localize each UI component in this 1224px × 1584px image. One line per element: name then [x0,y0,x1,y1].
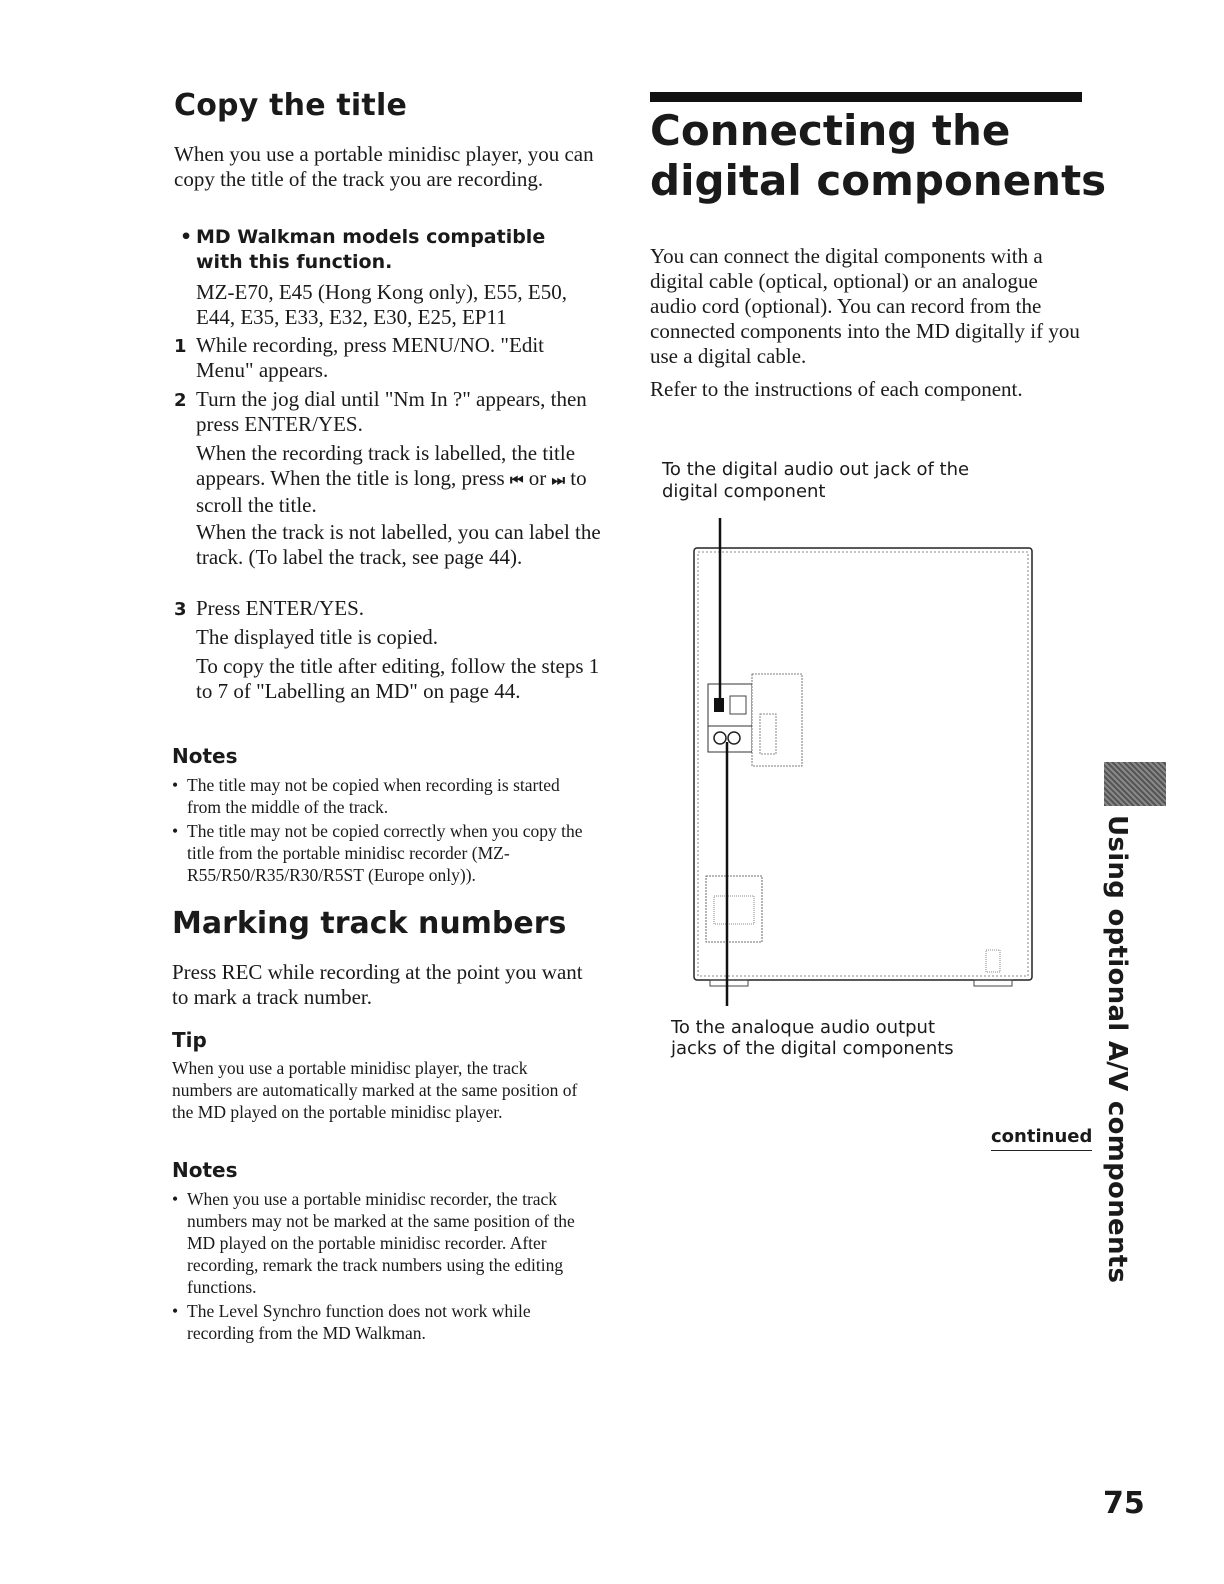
power-connector [986,950,1000,972]
unit-foot [974,980,1012,986]
step-text: While recording, press MENU/NO. "Edit Menu" appears. [196,333,544,382]
step-text: Press ENTER/YES. [196,596,364,620]
section-rule [650,92,1082,102]
step-text: The displayed title is copied. [196,625,439,649]
continued-marker: continued [991,1126,1092,1151]
step-number: 3 [174,599,187,620]
section-title-copy-the-title: Copy the title [174,88,407,123]
step-text [196,441,606,518]
tip-text: When you use a portable minidisc player, the track numbers are automatically marked at the same position of the MD played on the portable minidisc player. [172,1058,578,1122]
skip-forward-icon: ⏭ [551,471,565,489]
paragraph: Refer to the instructions of each component. [650,377,1023,401]
scroll-text: to scroll the title. [196,466,587,517]
bullet-symbol: • [180,226,193,248]
notes-title: Notes [172,1158,238,1182]
step-text: When the track is not labelled, you can label the track. (To label the track, see page 44). [196,520,601,569]
notes-list [172,774,592,888]
step-text: Turn the jog dial until "Nm In ?" appears, then press ENTER/YES. [196,387,587,436]
label-analogue-out: To the analoque audio output jacks of the digital components [671,1017,954,1059]
models-list: MZ-E70, E45 (Hong Kong only), E55, E50, E44, E35, E33, E32, E30, E25, EP11 [196,280,567,329]
note-item: • The title may not be copied correctly when you copy the title from the portable minidisc recorder (MZ-R55/R50/R35/R30/R5ST (Europe only)). [172,820,592,886]
models-heading: MD Walkman models compatible with this function. [196,226,546,273]
step-number: 2 [174,390,187,411]
connecting-intro [650,244,1080,410]
step-text: To copy the title after editing, follow the steps 1 to 7 of "Labelling an MD" on page 44. [196,654,600,703]
heading-line: digital components [650,156,1107,205]
jack-panel-sub [752,674,802,766]
tip-title: Tip [172,1028,207,1052]
note-item: • When you use a portable minidisc recorder, the track numbers may not be marked at the same position of the MD played on the portable minidisc recorder. After recording, remark the track numbers using the editing functions. [172,1188,592,1298]
section-title-connecting-digital-components [650,106,1120,206]
skip-back-icon: ⏮ [509,471,524,489]
note-item: • The title may not be copied when recording is started from the middle of the track. [172,774,592,818]
or-text: or [528,466,547,490]
connection-diagram [690,510,1050,1010]
label-digital-out: To the digital audio out jack of the digital component [662,459,970,502]
note-item: • The Level Synchro function does not work while recording from the MD Walkman. [172,1300,592,1344]
copy-title-intro: When you use a portable minidisc player, you can copy the title of the track you are recording. [174,142,594,191]
notes-title: Notes [172,744,238,768]
step-number: 1 [174,336,187,357]
step-text-part: When the recording track is labelled, the title appears. When the title is long, press [196,441,576,490]
notes-list [172,1188,592,1346]
lower-panel [706,876,762,942]
page-number: 75 [1103,1486,1145,1521]
unit-foot [710,980,748,986]
marking-text: Press REC while recording at the point you want to mark a track number. [172,960,583,1009]
paragraph: You can connect the digital components with a digital cable (optical, optional) or an analogue audio cord (optional). You can record from the connected components into the MD digitally if you use a digital cable. [650,244,1080,368]
heading-line: Connecting the [650,106,1011,155]
side-tab-marker [1104,762,1166,806]
side-tab-label: Using optional A/V components [1102,815,1132,1284]
section-title-marking-track-numbers: Marking track numbers [172,906,567,941]
